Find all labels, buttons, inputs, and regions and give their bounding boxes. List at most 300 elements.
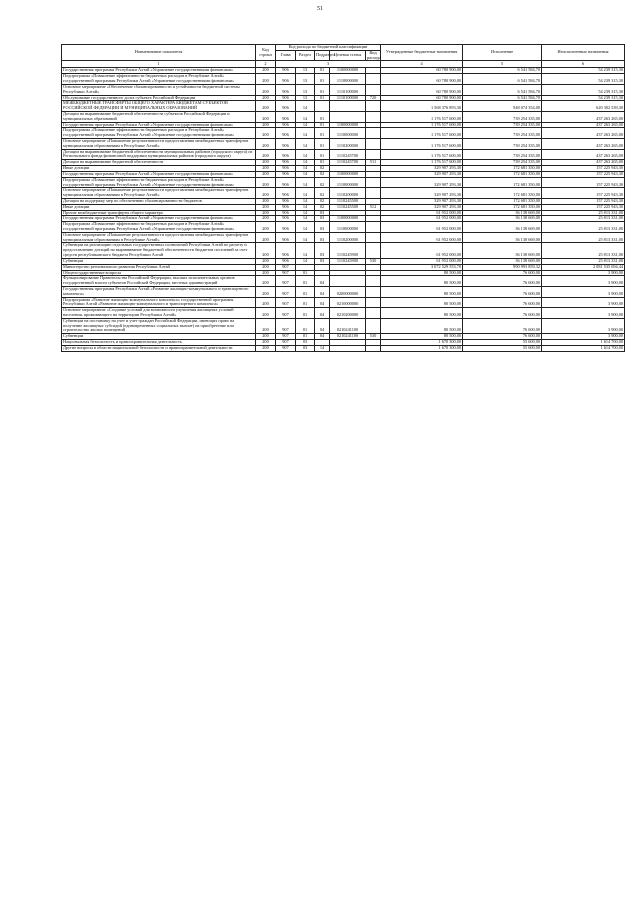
row-target: 0200000000	[330, 286, 366, 297]
row-target	[330, 276, 366, 287]
row-name: Дотации на выравнивание бюджетной обеспеченности муниципальных районов (городского округа) из Регионального фонда финансовой поддержки муниципальных районов (городского округа)	[62, 149, 256, 160]
table-row	[62, 101, 625, 112]
row-expense-type	[366, 84, 381, 95]
row-unexecuted: 25 813 331,00	[542, 210, 625, 216]
row-expense-type	[366, 308, 381, 319]
row-razdel: 14	[296, 198, 315, 204]
row-executed: 36 138 669,00	[463, 232, 542, 243]
row-razdel: 14	[296, 160, 315, 166]
row-approved: 3 072 529 553,70	[381, 264, 463, 270]
row-name: Подпрограмма «Развитие жилищно-коммунального комплекса» государственной программы Республики Алтай «Развитие жилищно-коммунального и транспортного комплекса»	[62, 297, 256, 308]
row-unexecuted: 157 225 943,30	[542, 204, 625, 210]
row-name: Иные дотации	[62, 204, 256, 210]
row-razdel: 01	[296, 318, 315, 333]
row-approved: 80 500,00	[381, 286, 463, 297]
row-target: 1110200000	[330, 232, 366, 243]
row-code: 200	[256, 345, 276, 351]
row-executed: 990 993 859,32	[463, 264, 542, 270]
row-expense-type: 511	[366, 160, 381, 166]
row-unexecuted: 437 263 265,00	[542, 149, 625, 160]
row-glava: 907	[276, 270, 296, 276]
row-executed: 76 600,00	[463, 276, 542, 287]
row-code: 200	[256, 308, 276, 319]
row-expense-type	[366, 276, 381, 287]
header-glava: Глава	[276, 50, 296, 61]
row-approved: 1 670 300,00	[381, 340, 463, 346]
row-razdel: 01	[296, 334, 315, 340]
column-index: 3	[276, 61, 381, 68]
row-unexecuted: 437 263 265,00	[542, 139, 625, 150]
row-podrazdel: 02	[315, 177, 330, 188]
row-razdel: 14	[296, 101, 315, 112]
row-executed: 172 681 350,00	[463, 177, 542, 188]
row-code: 200	[256, 171, 276, 177]
row-glava: 907	[276, 297, 296, 308]
row-razdel: 14	[296, 216, 315, 222]
row-unexecuted: 2 081 535 694,44	[542, 264, 625, 270]
row-expense-type	[366, 139, 381, 150]
row-target: 1110245500	[330, 198, 366, 204]
row-podrazdel: 04	[315, 308, 330, 319]
row-razdel: 14	[296, 222, 315, 233]
row-expense-type	[366, 232, 381, 243]
row-unexecuted: 3 900,00	[542, 308, 625, 319]
row-razdel: 01	[296, 276, 315, 287]
row-executed: 739 254 335,00	[463, 160, 542, 166]
row-expense-type: 512	[366, 204, 381, 210]
row-target: 1100000000	[330, 68, 366, 74]
row-podrazdel: 01	[315, 122, 330, 128]
header-name: Наименование показателя	[62, 45, 256, 61]
row-podrazdel: 01	[315, 149, 330, 160]
row-approved: 329 907 293,30	[381, 171, 463, 177]
row-executed: 739 254 335,00	[463, 122, 542, 128]
row-code: 200	[256, 111, 276, 122]
column-index: 6	[542, 61, 625, 68]
row-target: 1110000000	[330, 128, 366, 139]
row-code: 200	[256, 84, 276, 95]
row-target	[330, 101, 366, 112]
row-glava: 906	[276, 166, 296, 172]
row-executed: 76 600,00	[463, 286, 542, 297]
row-unexecuted: 54 239 315,30	[542, 74, 625, 85]
row-podrazdel: 04	[315, 297, 330, 308]
row-target: 1100000000	[330, 171, 366, 177]
row-glava: 906	[276, 139, 296, 150]
row-approved: 61 952 000,00	[381, 243, 463, 258]
row-unexecuted: 157 225 943,30	[542, 188, 625, 199]
row-name: Дотации на выравнивание бюджетной обеспеченности	[62, 160, 256, 166]
row-razdel: 14	[296, 204, 315, 210]
row-razdel: 14	[296, 122, 315, 128]
row-glava: 906	[276, 111, 296, 122]
row-razdel: 03	[296, 340, 315, 346]
row-glava: 907	[276, 264, 296, 270]
row-executed: 36 138 669,00	[463, 216, 542, 222]
row-target: 0210241100	[330, 334, 366, 340]
row-razdel: 14	[296, 128, 315, 139]
header-executed: Исполнение	[463, 45, 542, 61]
row-approved: 61 952 000,00	[381, 216, 463, 222]
row-unexecuted: 3 900,00	[542, 297, 625, 308]
row-name: Министерство регионального развития Республики Алтай	[62, 264, 256, 270]
row-code: 200	[256, 270, 276, 276]
table-row	[62, 149, 625, 160]
row-unexecuted: 3 900,00	[542, 334, 625, 340]
table-row	[62, 318, 625, 333]
row-expense-type	[366, 318, 381, 333]
row-unexecuted: 25 813 331,00	[542, 243, 625, 258]
row-glava: 906	[276, 149, 296, 160]
row-razdel: 13	[296, 95, 315, 101]
row-podrazdel: 01	[315, 84, 330, 95]
row-executed: 6 541 584,70	[463, 74, 542, 85]
row-unexecuted: 54 239 315,30	[542, 68, 625, 74]
row-code: 200	[256, 177, 276, 188]
row-executed: 172 681 350,00	[463, 204, 542, 210]
row-code: 200	[256, 160, 276, 166]
row-target: 1100000000	[330, 122, 366, 128]
row-approved: 80 500,00	[381, 276, 463, 287]
row-target: 1110200000	[330, 188, 366, 199]
row-glava: 906	[276, 188, 296, 199]
row-executed: 739 254 335,00	[463, 139, 542, 150]
row-target: 1110000000	[330, 74, 366, 85]
row-name: Основное мероприятие «Повышение результативности предоставления межбюджетных трансфертов муниципальным образованиям в Республике Алтай»	[62, 139, 256, 150]
row-name: Субвенции на постановку на учет и учет граждан Российской Федерации, имеющих право на получение жилищных субсидий (единовременных социальных выплат) на приобретение или строительство жилых помещений	[62, 318, 256, 333]
row-razdel: 14	[296, 149, 315, 160]
row-target: 1110200000	[330, 139, 366, 150]
table-row	[62, 243, 625, 258]
row-code: 200	[256, 139, 276, 150]
row-razdel: 13	[296, 68, 315, 74]
row-approved: 61 952 000,00	[381, 222, 463, 233]
row-approved: 61 952 000,00	[381, 232, 463, 243]
row-glava: 906	[276, 204, 296, 210]
row-approved: 1 670 300,00	[381, 345, 463, 351]
table-row	[62, 222, 625, 233]
row-executed: 739 254 335,00	[463, 128, 542, 139]
row-podrazdel: 03	[315, 210, 330, 216]
row-podrazdel: 01	[315, 111, 330, 122]
row-razdel: 14	[296, 243, 315, 258]
table-row	[62, 139, 625, 150]
row-podrazdel: 02	[315, 198, 330, 204]
row-glava: 906	[276, 95, 296, 101]
row-razdel: 13	[296, 84, 315, 95]
row-unexecuted: 437 263 265,00	[542, 128, 625, 139]
row-code: 200	[256, 188, 276, 199]
header-classification: Код расхода по бюджетной классификации	[276, 45, 381, 51]
table-row	[62, 111, 625, 122]
row-executed: 172 681 350,00	[463, 198, 542, 204]
table-row	[62, 74, 625, 85]
row-glava: 906	[276, 216, 296, 222]
row-target: 1110245900	[330, 258, 366, 264]
row-glava: 907	[276, 276, 296, 287]
row-podrazdel: 03	[315, 258, 330, 264]
row-unexecuted: 25 813 331,00	[542, 232, 625, 243]
row-executed: 6 541 584,70	[463, 68, 542, 74]
row-code: 200	[256, 243, 276, 258]
row-code: 200	[256, 334, 276, 340]
row-executed: 76 600,00	[463, 297, 542, 308]
row-expense-type: 720	[366, 95, 381, 101]
row-code: 200	[256, 276, 276, 287]
row-razdel: 14	[296, 188, 315, 199]
row-code: 200	[256, 297, 276, 308]
row-razdel: 14	[296, 210, 315, 216]
row-executed: 36 138 669,00	[463, 222, 542, 233]
row-approved: 60 780 900,00	[381, 74, 463, 85]
row-glava: 907	[276, 286, 296, 297]
row-name: Государственная программа Республики Алтай «Управление государственными финансами»	[62, 122, 256, 128]
row-podrazdel: 01	[315, 74, 330, 85]
row-name: Функционирование Правительства Российской Федерации, высших исполнительных органов государственной власти субъектов Российской Федерации, местных администраций	[62, 276, 256, 287]
row-podrazdel: 02	[315, 166, 330, 172]
row-razdel: 14	[296, 139, 315, 150]
header-target: Целевая статья	[330, 50, 366, 61]
column-index: 4	[381, 61, 463, 68]
row-name: Национальная безопасность и правоохранительная деятельность	[62, 340, 256, 346]
row-approved: 60 780 900,00	[381, 68, 463, 74]
row-unexecuted: 437 263 265,00	[542, 111, 625, 122]
row-razdel: 03	[296, 345, 315, 351]
row-approved: 1 176 517 600,00	[381, 160, 463, 166]
row-name: Основное мероприятие «Повышение результативности предоставления межбюджетных трансфертов муниципальным образованиям в Республике Алтай»	[62, 232, 256, 243]
row-glava: 906	[276, 68, 296, 74]
row-executed: 76 600,00	[463, 334, 542, 340]
row-executed: 172 681 350,00	[463, 166, 542, 172]
row-name: Субвенции на реализацию отдельных государственных полномочий Республики Алтай по расчету и предоставлению дотаций на выравнивание бюджетной обеспеченности бюджетов поселений за счет средств республиканского бюджета Республики Алтай	[62, 243, 256, 258]
row-approved: 61 952 000,00	[381, 210, 463, 216]
row-name: Основное мероприятие «Обеспечение сбалансированности и устойчивости бюджетной системы Республики Алтай»	[62, 84, 256, 95]
row-expense-type	[366, 101, 381, 112]
row-razdel: 14	[296, 166, 315, 172]
row-name: МЕЖБЮДЖЕТНЫЕ ТРАНСФЕРТЫ ОБЩЕГО ХАРАКТЕРА БЮДЖЕТАМ СУБЪЕКТОВ РОССИЙСКОЙ ФЕДЕРАЦИИ И МУНИЦИПАЛЬНЫХ ОБРАЗОВАНИЙ	[62, 101, 256, 112]
row-glava: 907	[276, 340, 296, 346]
row-expense-type	[366, 177, 381, 188]
row-target: 0210241100	[330, 318, 366, 333]
row-code: 200	[256, 95, 276, 101]
row-unexecuted: 25 813 331,00	[542, 216, 625, 222]
row-target	[330, 345, 366, 351]
row-glava: 906	[276, 128, 296, 139]
row-expense-type	[366, 243, 381, 258]
row-approved: 80 500,00	[381, 334, 463, 340]
row-approved: 1 176 517 600,00	[381, 139, 463, 150]
row-name: Прочие межбюджетные трансферты общего характера	[62, 210, 256, 216]
row-name: Государственная программа Республики Алтай «Управление государственными финансами»	[62, 216, 256, 222]
row-executed: 948 074 354,00	[463, 101, 542, 112]
row-code: 200	[256, 74, 276, 85]
table-row	[62, 84, 625, 95]
row-glava: 907	[276, 334, 296, 340]
header-unexecuted: Неисполненные назначения	[542, 45, 625, 61]
row-executed: 76 600,00	[463, 318, 542, 333]
table-row	[62, 286, 625, 297]
row-unexecuted: 25 813 331,00	[542, 258, 625, 264]
column-index: 5	[463, 61, 542, 68]
row-name: Обслуживание государственного долга субъекта Российской Федерации	[62, 95, 256, 101]
row-glava: 906	[276, 101, 296, 112]
row-target: 1110245900	[330, 243, 366, 258]
row-target: 0210000000	[330, 297, 366, 308]
row-executed: 172 681 350,00	[463, 188, 542, 199]
row-podrazdel: 04	[315, 334, 330, 340]
row-approved: 60 780 900,00	[381, 84, 463, 95]
row-podrazdel: 03	[315, 232, 330, 243]
row-expense-type	[366, 188, 381, 199]
row-approved: 1 176 517 600,00	[381, 128, 463, 139]
row-podrazdel: 01	[315, 95, 330, 101]
row-approved: 329 907 293,30	[381, 177, 463, 188]
row-executed: 76 600,00	[463, 308, 542, 319]
row-target: 0210200000	[330, 308, 366, 319]
row-glava: 906	[276, 198, 296, 204]
row-code: 200	[256, 258, 276, 264]
row-code: 200	[256, 166, 276, 172]
row-razdel: 14	[296, 171, 315, 177]
row-approved: 1 176 517 600,00	[381, 149, 463, 160]
row-code: 200	[256, 101, 276, 112]
row-approved: 329 907 293,30	[381, 198, 463, 204]
row-target: 1110000000	[330, 222, 366, 233]
row-executed: 76 600,00	[463, 270, 542, 276]
row-target: 1110245700	[330, 160, 366, 166]
row-expense-type	[366, 222, 381, 233]
row-approved: 1 176 517 600,00	[381, 122, 463, 128]
row-razdel: 01	[296, 270, 315, 276]
row-executed: 55 600,00	[463, 340, 542, 346]
row-unexecuted: 157 225 943,30	[542, 171, 625, 177]
row-name: Государственная программа Республики Алтай «Управление государственными финансами»	[62, 68, 256, 74]
row-name: Государственная программа Республики Алтай «Развитие жилищно-коммунального и транспортного комплекса»	[62, 286, 256, 297]
row-approved: 329 907 293,30	[381, 204, 463, 210]
row-target: 1110245500	[330, 204, 366, 210]
row-unexecuted: 620 302 539,30	[542, 101, 625, 112]
row-name: Государственная программа Республики Алтай «Управление государственными финансами»	[62, 171, 256, 177]
row-executed: 172 681 350,00	[463, 171, 542, 177]
row-podrazdel: 01	[315, 160, 330, 166]
table-row	[62, 128, 625, 139]
row-name: Основное мероприятие «Создание условий для возможности улучшения жилищных условий населения, проживающего на территории Республики Алтай»	[62, 308, 256, 319]
table-row	[62, 297, 625, 308]
row-approved: 60 780 900,00	[381, 95, 463, 101]
row-unexecuted: 3 900,00	[542, 270, 625, 276]
row-glava: 906	[276, 177, 296, 188]
row-unexecuted: 437 263 265,00	[542, 122, 625, 128]
row-name: Субвенции	[62, 334, 256, 340]
row-unexecuted: 3 900,00	[542, 276, 625, 287]
row-razdel: 01	[296, 308, 315, 319]
row-glava: 906	[276, 84, 296, 95]
row-expense-type	[366, 128, 381, 139]
header-podrazdel: Подраздел	[315, 50, 330, 61]
row-code: 200	[256, 286, 276, 297]
header-row-code: Код строки	[256, 45, 276, 61]
row-glava: 906	[276, 171, 296, 177]
row-podrazdel	[315, 101, 330, 112]
row-expense-type	[366, 286, 381, 297]
row-approved: 1 176 517 600,00	[381, 111, 463, 122]
row-name: Иные дотации	[62, 166, 256, 172]
column-index: 1	[62, 61, 256, 68]
row-unexecuted: 1 614 700,00	[542, 340, 625, 346]
row-target	[330, 111, 366, 122]
row-code: 200	[256, 204, 276, 210]
row-code: 200	[256, 198, 276, 204]
row-executed: 36 138 669,00	[463, 258, 542, 264]
row-glava: 907	[276, 318, 296, 333]
row-podrazdel: 01	[315, 68, 330, 74]
row-code: 200	[256, 232, 276, 243]
row-executed: 739 254 335,00	[463, 149, 542, 160]
row-razdel: 14	[296, 177, 315, 188]
header-expense-type: Вид расхода	[367, 49, 382, 60]
row-glava: 906	[276, 210, 296, 216]
header-razdel: Раздел	[296, 50, 315, 61]
row-executed: 55 600,00	[463, 345, 542, 351]
row-code: 200	[256, 216, 276, 222]
row-razdel: 01	[296, 286, 315, 297]
row-unexecuted: 25 813 331,00	[542, 222, 625, 233]
row-podrazdel: 04	[315, 276, 330, 287]
row-executed: 6 541 584,70	[463, 95, 542, 101]
row-podrazdel: 01	[315, 128, 330, 139]
row-expense-type: 530	[366, 334, 381, 340]
row-approved: 1 568 376 893,30	[381, 101, 463, 112]
table-row	[62, 188, 625, 199]
row-executed: 6 541 584,70	[463, 84, 542, 95]
row-podrazdel: 04	[315, 318, 330, 333]
row-code: 200	[256, 122, 276, 128]
table-row	[62, 232, 625, 243]
row-approved: 80 500,00	[381, 297, 463, 308]
row-glava: 906	[276, 222, 296, 233]
table-row	[62, 345, 625, 351]
row-unexecuted: 3 900,00	[542, 318, 625, 333]
row-glava: 907	[276, 308, 296, 319]
row-name: Подпрограмма «Повышение эффективности бюджетных расходов в Республике Алтай» государственной программы Республики Алтай «Управление государственными финансами»	[62, 74, 256, 85]
row-podrazdel: 03	[315, 243, 330, 258]
row-expense-type	[366, 74, 381, 85]
row-podrazdel: 01	[315, 139, 330, 150]
row-podrazdel: 04	[315, 286, 330, 297]
header-approved: Утвержденные бюджетные назначения	[381, 45, 463, 61]
budget-table	[61, 44, 625, 352]
row-code: 200	[256, 222, 276, 233]
row-approved: 80 500,00	[381, 270, 463, 276]
row-unexecuted: 157 225 943,30	[542, 198, 625, 204]
row-name: Другие вопросы в области национальной безопасности и правоохранительной деятельности	[62, 345, 256, 351]
row-podrazdel: 02	[315, 204, 330, 210]
row-executed: 739 254 335,00	[463, 111, 542, 122]
row-unexecuted: 54 239 315,30	[542, 84, 625, 95]
row-name: Подпрограмма «Повышение эффективности бюджетных расходов в Республике Алтай» государственной программы Республики Алтай «Управление государственными финансами»	[62, 177, 256, 188]
row-razdel: 14	[296, 258, 315, 264]
row-target: 1100000000	[330, 216, 366, 222]
row-code: 200	[256, 68, 276, 74]
row-glava: 906	[276, 122, 296, 128]
row-razdel: 14	[296, 111, 315, 122]
row-glava: 907	[276, 345, 296, 351]
row-expense-type	[366, 149, 381, 160]
row-name: Субвенции	[62, 258, 256, 264]
row-name: Подпрограмма «Повышение эффективности бюджетных расходов в Республике Алтай» государственной программы Республики Алтай «Управление государственными финансами»	[62, 128, 256, 139]
row-razdel: 14	[296, 232, 315, 243]
row-expense-type	[366, 345, 381, 351]
